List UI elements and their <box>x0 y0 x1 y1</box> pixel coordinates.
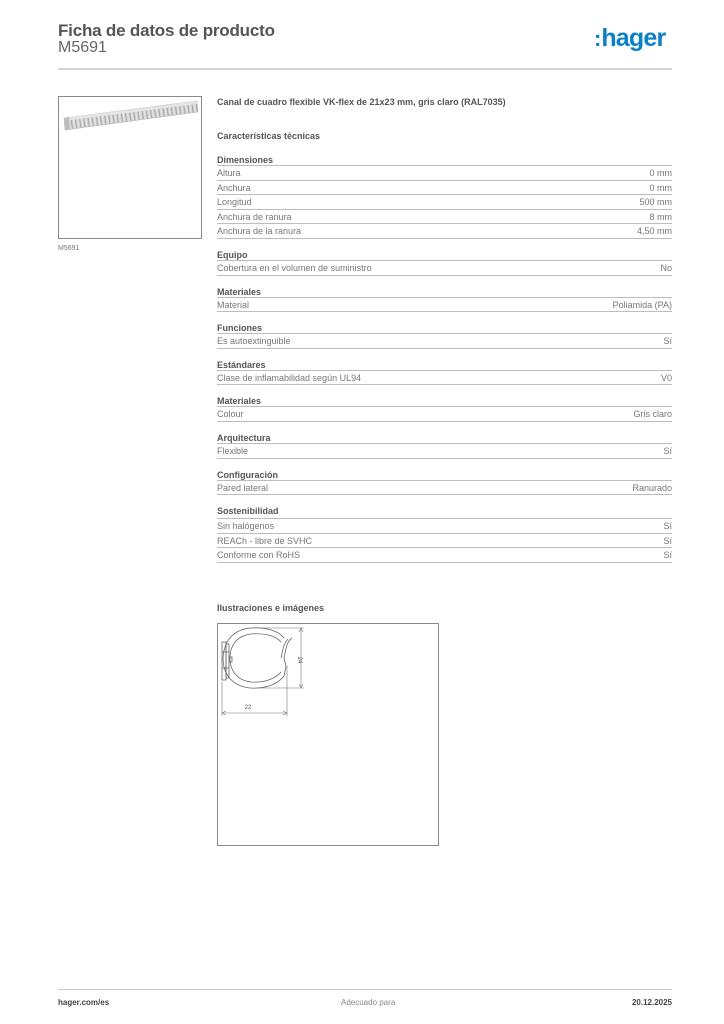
product-description: Canal de cuadro flexible VK-flex de 21x23 mm, gris claro (RAL7035) <box>217 97 506 107</box>
group-title: Configuración <box>217 469 672 481</box>
group-estandares <box>217 359 672 386</box>
cross-section-drawing <box>218 624 438 845</box>
group-arquitectura <box>217 432 672 459</box>
spec-row <box>217 166 672 181</box>
footer-website-link[interactable]: hager.com/es <box>58 998 110 1007</box>
logo-colon: : <box>594 26 602 51</box>
group-title: Arquitectura <box>217 432 672 444</box>
spec-label: Anchura de la ranura <box>217 226 302 237</box>
group-title: Materiales <box>217 395 672 407</box>
main-content <box>217 96 672 563</box>
spec-label: Altura <box>217 168 241 178</box>
spec-value: Sí <box>663 550 672 561</box>
spec-value: Sí <box>663 445 672 456</box>
spec-value: 4,50 mm <box>636 226 672 237</box>
page-title: Ficha de datos de producto <box>58 21 275 40</box>
spec-value: V0 <box>660 372 672 383</box>
spec-value: Sí <box>663 336 672 347</box>
group-dimensiones <box>217 154 672 239</box>
height-dimension-label: 24 <box>296 656 302 664</box>
technical-drawing <box>217 623 439 846</box>
group-title: Equipo <box>217 249 672 261</box>
spec-label: Cobertura en el volumen de suministro <box>217 262 372 273</box>
tech-section-title: Características técnicas <box>217 131 321 141</box>
product-code: M5691 <box>58 39 107 56</box>
spec-row <box>217 481 672 496</box>
footer-divider <box>58 989 672 990</box>
width-dimension-label: 22 <box>244 705 252 711</box>
spec-label: Clase de inflamabilidad según UL94 <box>217 372 362 383</box>
spec-row <box>217 210 672 225</box>
group-title: Funciones <box>217 322 672 334</box>
spec-label: Sin halógenos <box>217 521 275 532</box>
group-title: Estándares <box>217 359 672 371</box>
spec-row <box>217 548 672 563</box>
spec-label: Flexible <box>217 445 249 456</box>
spec-row <box>217 261 672 276</box>
illustrations-title: Ilustraciones e imágenes <box>217 603 325 613</box>
spec-value: Sí <box>663 521 672 532</box>
cable-duct-image <box>59 97 201 238</box>
spec-row <box>217 407 672 422</box>
spec-label: Es autoextinguible <box>217 336 291 347</box>
spec-value: 0 mm <box>649 182 672 193</box>
group-materiales-colour <box>217 395 672 422</box>
group-sostenibilidad <box>217 505 672 563</box>
spec-row <box>217 534 672 549</box>
group-title: Materiales <box>217 286 672 298</box>
spec-row <box>217 371 672 386</box>
spec-row <box>217 224 672 239</box>
footer-suitable-for: Adecuado para <box>341 998 396 1007</box>
spec-value: No <box>660 262 672 273</box>
spec-row <box>217 334 672 349</box>
spec-label: Longitud <box>217 197 252 208</box>
group-title: Sostenibilidad <box>217 505 672 519</box>
spec-row <box>217 298 672 313</box>
spec-value: Ranurado <box>632 482 672 493</box>
group-funciones <box>217 322 672 349</box>
spec-row <box>217 444 672 459</box>
spec-value: Gris claro <box>633 409 672 420</box>
spec-value: 8 mm <box>649 211 672 222</box>
spec-label: Colour <box>217 409 244 420</box>
spec-row <box>217 519 672 534</box>
group-materiales <box>217 286 672 313</box>
header-divider <box>58 68 672 70</box>
product-image <box>58 96 202 239</box>
spec-row <box>217 181 672 196</box>
spec-label: Pared lateral <box>217 482 269 493</box>
group-equipo <box>217 249 672 276</box>
logo-text: hager <box>601 24 666 52</box>
spec-value: Sí <box>663 535 672 546</box>
spec-label: Anchura <box>217 182 251 193</box>
spec-label: Material <box>217 299 250 310</box>
footer-date: 20.12.2025 <box>631 998 672 1007</box>
spec-label: Conforme con RoHS <box>217 550 301 561</box>
spec-value: 500 mm <box>639 197 672 208</box>
spec-row <box>217 195 672 210</box>
spec-label: Anchura de ranura <box>217 211 292 222</box>
spec-label: REACh - libre de SVHC <box>217 535 313 546</box>
group-configuracion <box>217 469 672 496</box>
spec-value: Poliamida (PA) <box>612 299 672 310</box>
group-title: Dimensiones <box>217 154 672 166</box>
spec-value: 0 mm <box>649 168 672 178</box>
hager-logo <box>594 26 665 51</box>
product-image-caption: M5691 <box>58 245 80 252</box>
